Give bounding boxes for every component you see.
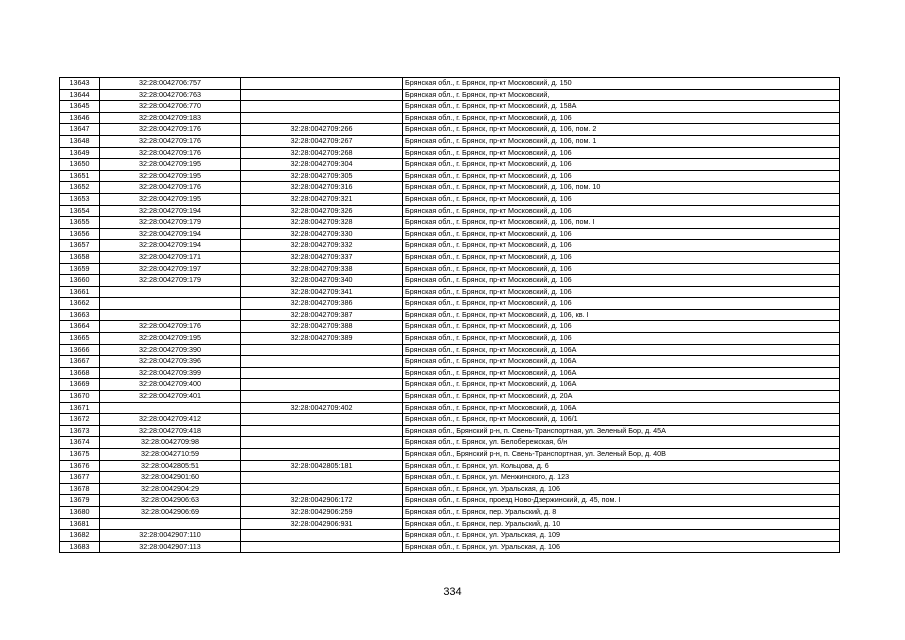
cadastral-number-cell [100, 402, 241, 414]
related-cadastral-number-cell [241, 437, 403, 449]
related-cadastral-number-cell [241, 367, 403, 379]
related-cadastral-number-cell: 32:28:0042709:305 [241, 170, 403, 182]
cadastral-number-cell: 32:28:0042709:183 [100, 112, 241, 124]
address-cell: Брянская обл., г. Брянск, пр-кт Московский, д. 106 [403, 298, 840, 310]
table-row [60, 263, 840, 275]
row-number-cell: 13682 [60, 530, 100, 542]
related-cadastral-number-cell [241, 391, 403, 403]
row-number-cell: 13644 [60, 89, 100, 101]
row-number-cell: 13643 [60, 78, 100, 90]
cadastral-number-cell: 32:28:0042901:60 [100, 472, 241, 484]
table-row [60, 414, 840, 426]
address-cell: Брянская обл., г. Брянск, пр-кт Московский, д. 150 [403, 78, 840, 90]
address-cell: Брянская обл., г. Брянск, пр-кт Московский, д. 106 [403, 228, 840, 240]
table-row [60, 506, 840, 518]
related-cadastral-number-cell [241, 344, 403, 356]
table-row [60, 182, 840, 194]
cadastral-number-cell: 32:28:0042709:179 [100, 217, 241, 229]
row-number-cell: 13647 [60, 124, 100, 136]
address-cell: Брянская обл., г. Брянск, пр-кт Московский, д. 106 [403, 275, 840, 287]
address-cell: Брянская обл., г. Брянск, пр-кт Московский, д. 106 [403, 263, 840, 275]
table-row [60, 124, 840, 136]
address-cell: Брянская обл., г. Брянск, пр-кт Московский, д. 106 [403, 251, 840, 263]
row-number-cell: 13666 [60, 344, 100, 356]
row-number-cell: 13677 [60, 472, 100, 484]
table-row [60, 217, 840, 229]
row-number-cell: 13658 [60, 251, 100, 263]
table-row [60, 437, 840, 449]
cadastral-number-cell: 32:28:0042709:195 [100, 170, 241, 182]
cadastral-number-cell: 32:28:0042706:757 [100, 78, 241, 90]
cadastral-number-cell: 32:28:0042710:59 [100, 449, 241, 461]
address-cell: Брянская обл., г. Брянск, ул. Менжинского, д. 123 [403, 472, 840, 484]
table-row [60, 135, 840, 147]
row-number-cell: 13662 [60, 298, 100, 310]
related-cadastral-number-cell [241, 78, 403, 90]
cadastral-number-cell: 32:28:0042906:69 [100, 506, 241, 518]
address-cell: Брянская обл., г. Брянск, пр-кт Московский, д. 106, кв. I [403, 309, 840, 321]
table-row [60, 495, 840, 507]
table-row [60, 275, 840, 287]
table-row [60, 356, 840, 368]
row-number-cell: 13671 [60, 402, 100, 414]
related-cadastral-number-cell [241, 356, 403, 368]
row-number-cell: 13673 [60, 425, 100, 437]
cadastral-number-cell: 32:28:0042709:400 [100, 379, 241, 391]
row-number-cell: 13650 [60, 159, 100, 171]
related-cadastral-number-cell: 32:28:0042709:326 [241, 205, 403, 217]
table-row [60, 251, 840, 263]
address-cell: Брянская обл., г. Брянск, пер. Уральский, д. 10 [403, 518, 840, 530]
registry-table [59, 77, 840, 553]
row-number-cell: 13646 [60, 112, 100, 124]
related-cadastral-number-cell: 32:28:0042709:338 [241, 263, 403, 275]
address-cell: Брянская обл., г. Брянск, пр-кт Московский, д. 106 [403, 147, 840, 159]
cadastral-number-cell [100, 309, 241, 321]
row-number-cell: 13648 [60, 135, 100, 147]
table-row [60, 541, 840, 553]
table-row [60, 298, 840, 310]
address-cell: Брянская обл., г. Брянск, пр-кт Московский, д. 106/1 [403, 414, 840, 426]
page-number: 334 [443, 586, 462, 598]
address-cell: Брянская обл., г. Брянск, пр-кт Московский, д. 20А [403, 391, 840, 403]
row-number-cell: 13669 [60, 379, 100, 391]
table-row [60, 391, 840, 403]
cadastral-number-cell: 32:28:0042709:399 [100, 367, 241, 379]
cadastral-number-cell: 32:28:0042709:176 [100, 135, 241, 147]
related-cadastral-number-cell: 32:28:0042709:386 [241, 298, 403, 310]
address-cell: Брянская обл., г. Брянск, пр-кт Московский, д. 106А [403, 379, 840, 391]
table-row [60, 286, 840, 298]
address-cell: Брянская обл., г. Брянск, пер. Уральский, д. 8 [403, 506, 840, 518]
row-number-cell: 13656 [60, 228, 100, 240]
table-row [60, 240, 840, 252]
cadastral-number-cell: 32:28:0042904:29 [100, 483, 241, 495]
related-cadastral-number-cell [241, 530, 403, 542]
table-row [60, 112, 840, 124]
related-cadastral-number-cell [241, 89, 403, 101]
related-cadastral-number-cell [241, 414, 403, 426]
table-row [60, 483, 840, 495]
related-cadastral-number-cell: 32:28:0042709:402 [241, 402, 403, 414]
related-cadastral-number-cell [241, 101, 403, 113]
table-row [60, 425, 840, 437]
address-cell: Брянская обл., г. Брянск, ул. Кольцова, д. 6 [403, 460, 840, 472]
cadastral-number-cell: 32:28:0042709:197 [100, 263, 241, 275]
cadastral-number-cell: 32:28:0042709:176 [100, 182, 241, 194]
cadastral-number-cell: 32:28:0042709:195 [100, 159, 241, 171]
address-cell: Брянская обл., г. Брянск, пр-кт Московский, д. 106, пом. 1 [403, 135, 840, 147]
row-number-cell: 13663 [60, 309, 100, 321]
row-number-cell: 13675 [60, 449, 100, 461]
address-cell: Брянская обл., г. Брянск, пр-кт Московский, д. 106 [403, 159, 840, 171]
address-cell: Брянская обл., г. Брянск, пр-кт Московский, д. 106 [403, 193, 840, 205]
related-cadastral-number-cell: 32:28:0042709:266 [241, 124, 403, 136]
row-number-cell: 13653 [60, 193, 100, 205]
row-number-cell: 13667 [60, 356, 100, 368]
table-row [60, 205, 840, 217]
related-cadastral-number-cell: 32:28:0042709:389 [241, 333, 403, 345]
cadastral-number-cell: 32:28:0042709:412 [100, 414, 241, 426]
address-cell: Брянская обл., г. Брянск, ул. Уральская, д. 109 [403, 530, 840, 542]
address-cell: Брянская обл., г. Брянск, пр-кт Московский, д. 106, пом. 2 [403, 124, 840, 136]
related-cadastral-number-cell: 32:28:0042709:268 [241, 147, 403, 159]
address-cell: Брянская обл., г. Брянск, проезд Ново-Дзержинский, д. 45, пом. I [403, 495, 840, 507]
row-number-cell: 13651 [60, 170, 100, 182]
table-row [60, 518, 840, 530]
row-number-cell: 13654 [60, 205, 100, 217]
table-row [60, 193, 840, 205]
address-cell: Брянская обл., г. Брянск, пр-кт Московский, д. 106 [403, 205, 840, 217]
row-number-cell: 13672 [60, 414, 100, 426]
address-cell: Брянская обл., г. Брянск, пр-кт Московский, д. 106А [403, 344, 840, 356]
table-row [60, 344, 840, 356]
cadastral-number-cell [100, 518, 241, 530]
related-cadastral-number-cell: 32:28:0042709:316 [241, 182, 403, 194]
address-cell: Брянская обл., г. Брянск, пр-кт Московский, д. 106 [403, 112, 840, 124]
row-number-cell: 13680 [60, 506, 100, 518]
address-cell: Брянская обл., г. Брянск, пр-кт Московский, д. 106 [403, 286, 840, 298]
table-row [60, 321, 840, 333]
related-cadastral-number-cell: 32:28:0042709:304 [241, 159, 403, 171]
address-cell: Брянская обл., г. Брянск, пр-кт Московский, д. 106, пом. I [403, 217, 840, 229]
table-row [60, 309, 840, 321]
row-number-cell: 13664 [60, 321, 100, 333]
related-cadastral-number-cell [241, 541, 403, 553]
cadastral-number-cell: 32:28:0042706:763 [100, 89, 241, 101]
row-number-cell: 13681 [60, 518, 100, 530]
cadastral-number-cell: 32:28:0042709:176 [100, 147, 241, 159]
row-number-cell: 13645 [60, 101, 100, 113]
address-cell: Брянская обл., г. Брянск, ул. Уральская, д. 106 [403, 483, 840, 495]
address-cell: Брянская обл., г. Брянск, пр-кт Московский, д. 106А [403, 367, 840, 379]
row-number-cell: 13657 [60, 240, 100, 252]
cadastral-number-cell: 32:28:0042805:51 [100, 460, 241, 472]
table-row [60, 89, 840, 101]
row-number-cell: 13665 [60, 333, 100, 345]
cadastral-number-cell [100, 298, 241, 310]
address-cell: Брянская обл., Брянский р-н, п. Свень-Транспортная, ул. Зеленый Бор, д. 45А [403, 425, 840, 437]
table-row [60, 367, 840, 379]
cadastral-number-cell: 32:28:0042709:195 [100, 193, 241, 205]
cadastral-number-cell: 32:28:0042906:63 [100, 495, 241, 507]
cadastral-number-cell: 32:28:0042709:176 [100, 321, 241, 333]
table-row [60, 402, 840, 414]
cadastral-number-cell: 32:28:0042709:195 [100, 333, 241, 345]
table-row [60, 472, 840, 484]
row-number-cell: 13678 [60, 483, 100, 495]
address-cell: Брянская обл., Брянский р-н, п. Свень-Транспортная, ул. Зеленый Бор, д. 40В [403, 449, 840, 461]
related-cadastral-number-cell: 32:28:0042709:337 [241, 251, 403, 263]
cadastral-number-cell: 32:28:0042709:194 [100, 240, 241, 252]
table-row [60, 530, 840, 542]
cadastral-number-cell: 32:28:0042709:171 [100, 251, 241, 263]
related-cadastral-number-cell: 32:28:0042805:181 [241, 460, 403, 472]
cadastral-number-cell: 32:28:0042709:176 [100, 124, 241, 136]
related-cadastral-number-cell: 32:28:0042709:388 [241, 321, 403, 333]
address-cell: Брянская обл., г. Брянск, пр-кт Московский, [403, 89, 840, 101]
related-cadastral-number-cell: 32:28:0042906:931 [241, 518, 403, 530]
address-cell: Брянская обл., г. Брянск, пр-кт Московский, д. 106 [403, 321, 840, 333]
cadastral-number-cell: 32:28:0042709:390 [100, 344, 241, 356]
row-number-cell: 13659 [60, 263, 100, 275]
row-number-cell: 13674 [60, 437, 100, 449]
related-cadastral-number-cell: 32:28:0042709:330 [241, 228, 403, 240]
cadastral-number-cell: 32:28:0042709:396 [100, 356, 241, 368]
address-cell: Брянская обл., г. Брянск, пр-кт Московский, д. 106 [403, 333, 840, 345]
cadastral-number-cell [100, 286, 241, 298]
table-row [60, 379, 840, 391]
table-row [60, 147, 840, 159]
row-number-cell: 13676 [60, 460, 100, 472]
related-cadastral-number-cell: 32:28:0042709:321 [241, 193, 403, 205]
address-cell: Брянская обл., г. Брянск, пр-кт Московский, д. 106 [403, 170, 840, 182]
row-number-cell: 13661 [60, 286, 100, 298]
row-number-cell: 13668 [60, 367, 100, 379]
cadastral-number-cell: 32:28:0042907:110 [100, 530, 241, 542]
related-cadastral-number-cell: 32:28:0042709:341 [241, 286, 403, 298]
address-cell: Брянская обл., г. Брянск, пр-кт Московский, д. 106, пом. 10 [403, 182, 840, 194]
related-cadastral-number-cell [241, 425, 403, 437]
table-row [60, 228, 840, 240]
address-cell: Брянская обл., г. Брянск, пр-кт Московский, д. 106 [403, 240, 840, 252]
table-row [60, 159, 840, 171]
cadastral-number-cell: 32:28:0042709:194 [100, 228, 241, 240]
related-cadastral-number-cell: 32:28:0042709:267 [241, 135, 403, 147]
address-cell: Брянская обл., г. Брянск, пр-кт Московский, д. 158А [403, 101, 840, 113]
row-number-cell: 13683 [60, 541, 100, 553]
related-cadastral-number-cell [241, 449, 403, 461]
related-cadastral-number-cell [241, 112, 403, 124]
address-cell: Брянская обл., г. Брянск, пр-кт Московский, д. 106А [403, 356, 840, 368]
row-number-cell: 13655 [60, 217, 100, 229]
related-cadastral-number-cell: 32:28:0042709:387 [241, 309, 403, 321]
related-cadastral-number-cell: 32:28:0042906:259 [241, 506, 403, 518]
address-cell: Брянская обл., г. Брянск, пр-кт Московский, д. 106А [403, 402, 840, 414]
cadastral-number-cell: 32:28:0042709:418 [100, 425, 241, 437]
row-number-cell: 13652 [60, 182, 100, 194]
table-row [60, 460, 840, 472]
related-cadastral-number-cell: 32:28:0042709:332 [241, 240, 403, 252]
related-cadastral-number-cell [241, 379, 403, 391]
registry-table-body [60, 78, 840, 553]
cadastral-number-cell: 32:28:0042709:179 [100, 275, 241, 287]
related-cadastral-number-cell: 32:28:0042709:340 [241, 275, 403, 287]
related-cadastral-number-cell [241, 483, 403, 495]
cadastral-number-cell: 32:28:0042709:194 [100, 205, 241, 217]
table-row [60, 449, 840, 461]
table-row [60, 101, 840, 113]
row-number-cell: 13670 [60, 391, 100, 403]
table-row [60, 170, 840, 182]
address-cell: Брянская обл., г. Брянск, ул. Уральская, д. 106 [403, 541, 840, 553]
table-row [60, 333, 840, 345]
row-number-cell: 13679 [60, 495, 100, 507]
cadastral-number-cell: 32:28:0042709:98 [100, 437, 241, 449]
related-cadastral-number-cell [241, 472, 403, 484]
related-cadastral-number-cell: 32:28:0042709:328 [241, 217, 403, 229]
row-number-cell: 13660 [60, 275, 100, 287]
address-cell: Брянская обл., г. Брянск, ул. Белобережская, б/н [403, 437, 840, 449]
related-cadastral-number-cell: 32:28:0042906:172 [241, 495, 403, 507]
cadastral-number-cell: 32:28:0042709:401 [100, 391, 241, 403]
cadastral-number-cell: 32:28:0042907:113 [100, 541, 241, 553]
cadastral-number-cell: 32:28:0042706:770 [100, 101, 241, 113]
row-number-cell: 13649 [60, 147, 100, 159]
table-row [60, 78, 840, 90]
